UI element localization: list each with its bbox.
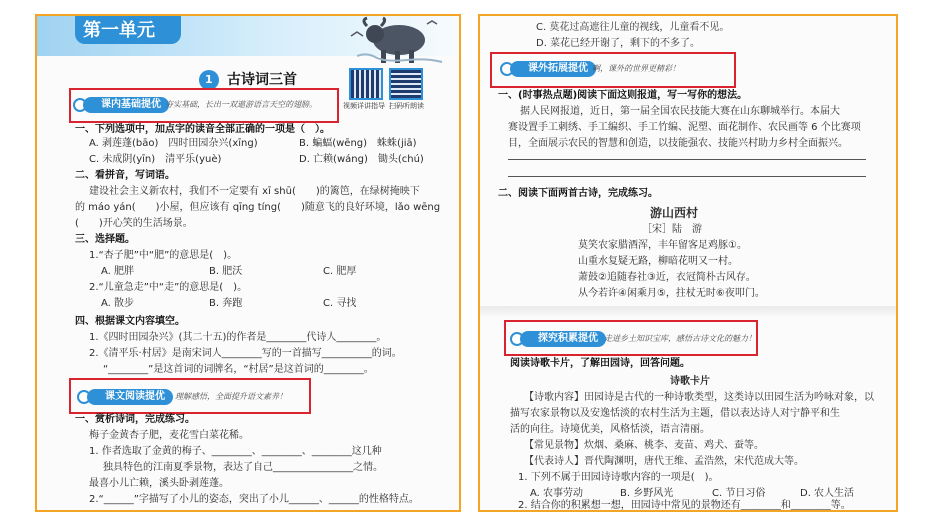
q3-sub-1: 1.“杏子肥”中“肥”的意思是( )。 bbox=[89, 250, 238, 261]
highlight-box-inquiry bbox=[504, 320, 758, 356]
r-q3-sub-2: 2. 结合你的积累想一想，田园诗中常见的景物还有________和________等。 bbox=[518, 500, 851, 511]
poem-author: ［宋］陆 游 bbox=[642, 224, 702, 235]
qr-code-audio[interactable] bbox=[389, 68, 423, 100]
q1-option-b[interactable]: B. 蝙蝠(wēng) 蛛蛛(jiā) bbox=[299, 138, 417, 149]
card-line-1: 【诗歌内容】田园诗是古代的一种诗歌类型，这类诗以田园生活为吟咏对象，以 bbox=[524, 392, 874, 403]
prev-option-d[interactable]: D. 菜花已经开谢了，剩下的不多了。 bbox=[536, 38, 701, 49]
card-line-2: 描写农家景物以及安逸恬淡的农村生活为主题，借以表达诗人对宁静平和生 bbox=[510, 408, 840, 419]
r-q1-para-3: 目，全面展示农民的智慧和创造，以技能强农、技能兴村助力乡村全面振兴。 bbox=[508, 138, 848, 149]
banner-extension-note: 啊，课外的世界更精彩！ bbox=[592, 64, 680, 73]
q5-line-2: 独具特色的江南夏季景物，表达了自己________________之情。 bbox=[103, 462, 383, 473]
right-page bbox=[478, 14, 898, 512]
highlight-box-reading bbox=[69, 378, 311, 414]
poem-line-1: 莫笑农家腊酒浑，丰年留客足鸡豚①。 bbox=[578, 240, 747, 251]
banner-reading: 课文阅读提优 bbox=[87, 389, 173, 405]
card-line-3: 活的向往。诗境优美，风格恬淡，语言清丽。 bbox=[510, 424, 710, 435]
poem-line-3: 萧鼓②追随春社③近，衣冠简朴古风存。 bbox=[578, 272, 756, 283]
left-page bbox=[35, 14, 461, 512]
r-q3-sub-1-b[interactable]: B. 乡野风光 bbox=[620, 488, 674, 499]
q1-title: 一、下列选项中，加点字的读音全部正确的一项是（ ）。 bbox=[75, 124, 330, 135]
r-q3-sub-1-a[interactable]: A. 农事劳动 bbox=[530, 488, 584, 499]
banner-basic: 课内基础提优 bbox=[83, 97, 169, 113]
r-q3-sub-1-c[interactable]: C. 节日习俗 bbox=[712, 488, 766, 499]
poem-line-2: 山重水复疑无路，柳暗花明又一村。 bbox=[578, 256, 738, 267]
q4-line-2: 2.《清平乐·村居》是南宋词人________写的一首描写__________的词。 bbox=[89, 348, 402, 359]
q3-sub-2-c[interactable]: C. 寻找 bbox=[323, 298, 357, 309]
r-q3-sub-1: 1. 下列不属于田园诗诗歌内容的一项是( )。 bbox=[518, 472, 719, 483]
q2-line-3: ( )开心笑的生活场景。 bbox=[75, 218, 193, 229]
q2-line-1: 建设社会主义新农村，我们不一定要有 xī shū( )的篱笆，在绿树掩映下 bbox=[89, 186, 420, 197]
q4-line-3: “________”是这首词的词牌名，“村居”是这首词的________。 bbox=[103, 364, 374, 375]
answer-line[interactable] bbox=[508, 176, 866, 177]
q1-option-a[interactable]: A. 剥莲蓬(bāo) 四时田园杂兴(xīng) bbox=[89, 138, 258, 149]
banner-extension: 课外拓展提优 bbox=[510, 61, 596, 77]
r-q3-title: 阅读诗歌卡片，了解田园诗，回答问题。 bbox=[510, 358, 690, 369]
q5-title: 一、赏析诗词，完成练习。 bbox=[75, 414, 195, 425]
qr-label-audio: 扫码听朗读 bbox=[389, 102, 424, 110]
card-line-5: 【代表诗人】晋代陶渊明，唐代王维、孟浩然，宋代范成大等。 bbox=[524, 456, 804, 467]
banner-inquiry-note: 走进乡土知识宝库，感悟古诗文化的魅力！ bbox=[604, 334, 756, 343]
card-line-4: 【常见景物】炊烟、桑麻、桃李、麦苗、鸡犬、蚕等。 bbox=[524, 440, 764, 451]
q3-title: 三、选择题。 bbox=[75, 234, 135, 245]
q3-sub-2-b[interactable]: B. 奔跑 bbox=[209, 298, 243, 309]
buffalo-illustration bbox=[347, 16, 447, 66]
card-title: 诗歌卡片 bbox=[670, 376, 710, 387]
highlight-box-extension bbox=[490, 52, 736, 88]
q2-title: 二、看拼音，写词语。 bbox=[75, 170, 175, 181]
lesson-number: 1 bbox=[205, 73, 213, 86]
q1-option-c[interactable]: C. 未成阴(yīn) 清平乐(yuè) bbox=[89, 154, 222, 165]
r-q1-para-2: 赛设置手工刺绣、手工编织、手工竹编、泥塑、面花制作、农民画等 6 个比赛项 bbox=[508, 122, 861, 133]
answer-line[interactable] bbox=[508, 159, 866, 160]
lesson-title: 古诗词三首 bbox=[227, 72, 297, 88]
qr-label-video: 视频详讲指导 bbox=[343, 102, 385, 110]
q5-line-3: 最喜小儿亡赖，溪头卧剥莲蓬。 bbox=[89, 478, 229, 489]
page-seam bbox=[480, 306, 896, 318]
q4-title: 四、根据课文内容填空。 bbox=[75, 316, 185, 327]
highlight-box-basic bbox=[69, 88, 339, 123]
q4-line-1: 1.《四时田园杂兴》(其二十五)的作者是________代诗人________。 bbox=[89, 332, 387, 343]
q3-sub-1-a[interactable]: A. 肥胖 bbox=[101, 266, 135, 277]
poem-title: 游山西村 bbox=[650, 206, 699, 220]
q5-line-1: 1. 作者选取了金黄的梅子、________、________、________这几种 bbox=[89, 446, 382, 457]
q3-sub-2: 2.“儿童急走”中“走”的意思是( )。 bbox=[89, 282, 248, 293]
q3-sub-1-c[interactable]: C. 肥厚 bbox=[323, 266, 357, 277]
r-q1-para-1: 据人民网报道，近日，第一届全国农民技能大赛在山东聊城举行。本届大 bbox=[520, 106, 840, 117]
prev-option-c[interactable]: C. 莫花过高遮往儿童的视线，儿童看不见。 bbox=[536, 22, 730, 33]
q3-sub-2-a[interactable]: A. 散步 bbox=[101, 298, 135, 309]
q5-poem: 梅子金黄杏子肥，麦花雪白菜花稀。 bbox=[89, 430, 249, 441]
r-q1-title: 一、(时事热点题)阅读下面这则报道，写一写你的想法。 bbox=[498, 90, 748, 101]
q5-line-4: 2.“______”字描写了小儿的姿态，突出了小儿______、______的性格特点。 bbox=[89, 494, 419, 505]
banner-inquiry: 探究积累提优 bbox=[520, 331, 606, 347]
q3-sub-1-b[interactable]: B. 肥沃 bbox=[209, 266, 243, 277]
q2-line-2: 的 máo yán( )小屋，但应该有 qīng tíng( )随意飞的良好环境，lǎo wēng bbox=[75, 202, 441, 213]
r-q2-title: 二、阅读下面两首古诗，完成练习。 bbox=[498, 188, 658, 199]
poem-line-4: 从今若许④闲乘月⑤，拄杖无时⑥夜叩门。 bbox=[578, 288, 765, 299]
banner-reading-note: 理解感悟，全面提升语文素养！ bbox=[175, 392, 287, 401]
banner-basic-note: 夯实基础，长出一双遨游语言天空的翅膀。 bbox=[165, 100, 317, 109]
q1-option-d[interactable]: D. 亡赖(wáng) 锄头(chú) bbox=[299, 154, 424, 165]
r-q3-sub-1-d[interactable]: D. 农人生活 bbox=[800, 488, 855, 499]
unit-title: 第一单元 bbox=[83, 20, 155, 41]
qr-code-video[interactable] bbox=[349, 68, 383, 100]
